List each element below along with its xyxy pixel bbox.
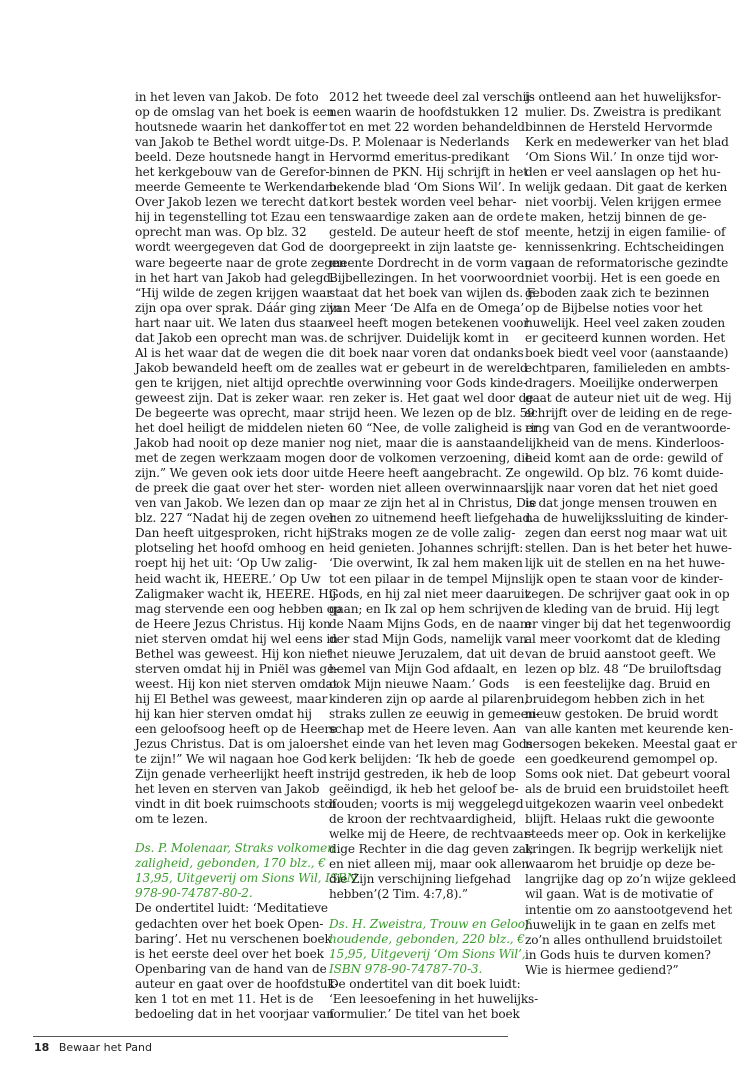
- text-line: lijk uit de stellen en na het huwe-: [525, 556, 725, 571]
- text-line: en niet alleen mij, maar ook allen: [329, 857, 530, 872]
- text-line: blijft. Helaas rukt die gewoonte: [525, 812, 715, 827]
- text-line: zijn.” We geven ook iets door uit: [135, 466, 329, 481]
- text-line: zijn opa over sprak. Dáár ging zijn: [135, 300, 341, 315]
- text-line: nen waarin de hoofdstukken 12: [329, 105, 519, 120]
- text-line: gesteld. De auteur heeft de stof: [329, 225, 519, 240]
- text-line: Zijn genade verheerlijkt heeft in: [135, 767, 329, 782]
- text-line: mulier. Ds. Zweistra is predikant: [525, 105, 722, 120]
- text-line: zegen dan eerst nog maar wat uit: [525, 526, 727, 541]
- text-line: lijk open te staan voor de kinder-: [525, 571, 723, 586]
- text-line: Jezus Christus. Dat is om jaloers: [135, 737, 330, 752]
- text-line: dit boek naar voren dat ondanks: [329, 345, 524, 360]
- text-line: houtsnede waarin het dankoffer: [135, 120, 328, 135]
- text-line: de kroon der rechtvaardigheid,: [329, 812, 517, 827]
- text-line: niet voorbij. Het is een goede en: [525, 270, 720, 285]
- text-line: hart naar uit. We laten dus staan: [135, 315, 332, 330]
- text-line: alles wat er gebeurt in de wereld: [329, 360, 528, 375]
- text-line: Soms ook niet. Dat gebeurt vooral: [525, 767, 731, 782]
- text-line: sterven omdat hij in Pniël was ge-: [135, 661, 338, 676]
- text-line: der stad Mijn Gods, namelijk van: [329, 631, 527, 646]
- review-paragraph: [329, 976, 539, 1022]
- text-line: 2012 het tweede deel zal verschij-: [329, 90, 534, 104]
- text-line: ongewild. Op blz. 76 komt duide-: [525, 466, 724, 481]
- text-line: nog niet, maar die is aanstaande: [329, 436, 525, 451]
- text-line: langrijke dag op zo’n wijze gekleed: [525, 872, 737, 887]
- text-line: de preek die gaat over het ster-: [135, 481, 325, 496]
- text-line: roept hij het uit: ‘Op Uw zalig-: [135, 556, 318, 571]
- text-line: ken 1 tot en met 11. Het is de: [135, 991, 314, 1006]
- text-line: ‘Die overwint, Ik zal hem maken: [329, 556, 523, 571]
- text-line: binnen de Hersteld Hervormde: [525, 120, 713, 135]
- text-line: het doel heiligt de middelen niet.: [135, 421, 334, 436]
- book-reference: [329, 916, 530, 977]
- text-line: in Gods huis te durven komen?: [525, 947, 711, 962]
- text-line: ware begeerte naar de grote zegen: [135, 255, 347, 270]
- text-line: De begeerte was oprecht, maar: [135, 405, 325, 420]
- text-line: houden; voorts is mij weggelegd: [329, 797, 524, 812]
- text-line: ven van Jakob. We lezen dan op: [135, 496, 325, 511]
- text-line: de Naam Mijns Gods, en de naam: [329, 616, 532, 631]
- review-paragraph: [525, 90, 737, 978]
- text-line: ISBN 978-90-74787-70-3.: [329, 961, 483, 976]
- text-line: van Jakob te Bethel wordt uitge-: [135, 135, 329, 150]
- text-line: stellen. Dan is het beter het huwe-: [525, 541, 732, 556]
- text-line: lijk naar voren dat het niet goed: [525, 481, 718, 496]
- text-line: Ds. H. Zweistra, Trouw en Geloof: [329, 916, 530, 931]
- text-line: is het eerste deel over het boek: [135, 946, 324, 961]
- text-line: huwelijk. Heel veel zaken zouden: [525, 315, 726, 330]
- text-line: het einde van het leven mag Gods: [329, 737, 533, 752]
- text-line: is een feestelijke dag. Bruid en: [525, 676, 711, 691]
- text-line: Al is het waar dat de wegen die: [135, 345, 324, 360]
- text-line: dragers. Moeilijke onderwerpen: [525, 375, 719, 390]
- text-line: Over Jakob lezen we terecht dat: [135, 195, 328, 210]
- text-line: ook Mijn nieuwe Naam.’ Gods: [329, 676, 510, 691]
- text-line: plotseling het hoofd omhoog en: [135, 541, 325, 556]
- text-line: gaan; en Ik zal op hem schrijven: [329, 601, 524, 616]
- text-line: is ontleend aan het huwelijksfor-: [525, 90, 721, 104]
- text-line: baring’. Het nu verschenen boek: [135, 931, 332, 946]
- text-line: hemel van Mijn God afdaalt, en: [329, 661, 517, 676]
- text-line: strijd gestreden, ik heb de loop: [329, 767, 517, 782]
- text-line: de schrijver. Duidelijk komt in: [329, 330, 509, 345]
- text-line: Bijbellezingen. In het voorwoord: [329, 270, 525, 285]
- footer-divider: [33, 1036, 508, 1037]
- text-line: Ds. P. Molenaar is Nederlands: [329, 135, 510, 150]
- text-line: de Heere Jezus Christus. Hij kon: [135, 616, 331, 631]
- text-line: intentie om zo aanstootgevend het: [525, 902, 733, 917]
- text-line: er vinger bij dat het tegenwoordig: [525, 616, 731, 631]
- text-line: gaan de reformatorische gezindte: [525, 255, 729, 270]
- text-line: strijd heen. We lezen op de blz. 59: [329, 405, 535, 420]
- text-line: tenswaardige zaken aan de orde: [329, 210, 524, 225]
- text-line: worden niet alleen overwinnaars,: [329, 481, 530, 496]
- text-line: weest. Hij kon niet sterven omdat: [135, 676, 338, 691]
- text-line: formulier.’ De titel van het boek: [329, 1006, 520, 1021]
- text-line: dige Rechter in die dag geven zal;: [329, 842, 534, 857]
- text-line: Bethel was geweest. Hij kon niet: [135, 646, 332, 661]
- text-line: niet sterven omdat hij wel eens in: [135, 631, 338, 646]
- text-line: met de zegen werkzaam mogen: [135, 451, 326, 466]
- text-line: De ondertitel luidt: ‘Meditatieve: [135, 901, 328, 916]
- text-line: meente Dordrecht in de vorm van: [329, 255, 532, 270]
- text-line: kerk belijden: ‘Ik heb de goede: [329, 752, 515, 767]
- review-paragraph: [329, 90, 540, 903]
- text-line: schrijft over de leiding en de rege-: [525, 405, 732, 420]
- text-line: geboden zaak zich te bezinnen: [525, 285, 710, 300]
- text-line: in het hart van Jakob had gelegd.: [135, 270, 335, 285]
- text-line: hij kan hier sterven omdat hij: [135, 706, 312, 721]
- text-line: “Hij wilde de zegen krijgen waar: [135, 285, 332, 300]
- text-line: op de Bijbelse noties voor het: [525, 300, 703, 315]
- text-line: ren zeker is. Het gaat wel door de: [329, 390, 534, 405]
- text-line: kort bestek worden veel behar-: [329, 195, 517, 210]
- text-line: gaat de auteur niet uit de weg. Hij: [525, 390, 732, 405]
- text-line: 15,95, Uitgeverij ‘Om Sions Wil’,: [329, 946, 526, 961]
- text-line: is dat jonge mensen trouwen en: [525, 496, 717, 511]
- text-line: schap met de Heere leven. Aan: [329, 721, 517, 736]
- magazine-title: Bewaar het Pand: [58, 1041, 153, 1054]
- text-line: welke mij de Heere, de rechtvaar-: [329, 827, 534, 842]
- text-line: wil gaan. Wat is de motivatie of: [525, 887, 713, 902]
- text-line: de Heere heeft aangebracht. Ze: [329, 466, 521, 481]
- text-line: hebben’(2 Tim. 4:7,8).”: [329, 887, 468, 902]
- text-line: bekende blad ‘Om Sions Wil’. In: [329, 180, 522, 195]
- text-line: Zaligmaker wacht ik, HEERE. Hij: [135, 586, 336, 601]
- text-line: nersogen bekeken. Meestal gaat er: [525, 737, 737, 752]
- text-line: kringen. Ik begrijp werkelijk niet: [525, 842, 723, 857]
- text-line: het kerkgebouw van de Gerefor-: [135, 165, 330, 180]
- text-line: ‘Om Sions Wil.’ In onze tijd wor-: [525, 150, 719, 165]
- text-line: Jakob had nooit op deze manier: [135, 436, 325, 451]
- text-line: kennissenkring. Echtscheidingen: [525, 240, 724, 255]
- text-line: Jakob bewandeld heeft om de ze-: [135, 360, 334, 375]
- text-line: mag stervende een oog hebben op: [135, 601, 342, 616]
- text-line: Straks mogen ze de volle zalig-: [329, 526, 516, 541]
- text-line: meente, hetzij in eigen familie- of: [525, 225, 726, 240]
- text-line: de overwinning voor Gods kinde-: [329, 375, 527, 390]
- text-line: er geciteerd kunnen worden. Het: [525, 330, 726, 345]
- text-line: ring van God en de verantwoorde-: [525, 421, 731, 436]
- text-line: straks zullen ze eeuwig in gemeen-: [329, 706, 540, 721]
- text-line: Dan heeft uitgesproken, richt hij: [135, 526, 331, 541]
- text-line: 978-90-74787-80-2.: [135, 886, 253, 901]
- text-line: Wie is hiermee gediend?”: [525, 962, 679, 977]
- text-line: heid wacht ik, HEERE.’ Op Uw: [135, 571, 321, 586]
- text-line: nieuw gestoken. De bruid wordt: [525, 706, 718, 721]
- text-line: Kerk en medewerker van het blad: [525, 135, 729, 150]
- text-line: een geloofsoog heeft op de Heere: [135, 721, 337, 736]
- text-line: niet voorbij. Velen krijgen ermee: [525, 195, 722, 210]
- text-line: na de huwelijkssluiting de kinder-: [525, 511, 728, 526]
- text-line: om te lezen.: [135, 812, 208, 827]
- text-line: ‘Een leesoefening in het huwelijks-: [329, 991, 539, 1006]
- text-line: hen zo uitnemend heeft liefgehad.: [329, 511, 534, 526]
- text-line: bruidegom hebben zich in het: [525, 691, 705, 706]
- page-number: 18: [34, 1041, 50, 1054]
- text-line: blz. 227 “Nadat hij de zegen over: [135, 511, 336, 526]
- text-line: heid komt aan de orde: gewild of: [525, 451, 723, 466]
- text-line: gedachten over het boek Open-: [135, 916, 324, 931]
- text-line: steeds meer op. Ook in kerkelijke: [525, 827, 726, 842]
- text-line: De ondertitel van dit boek luidt:: [329, 976, 521, 991]
- text-line: waarom het bruidje op deze be-: [525, 857, 716, 872]
- text-line: oprecht man was. Op blz. 32: [135, 225, 307, 240]
- text-line: geëindigd, ik heb het geloof be-: [329, 782, 519, 797]
- text-line: auteur en gaat over de hoofdstuk-: [135, 976, 339, 991]
- text-line: dat Jakob een oprecht man was.: [135, 330, 328, 345]
- text-line: zaligheid, gebonden, 170 blz., €: [135, 856, 326, 871]
- text-line: houdende, gebonden, 220 blz., €: [329, 931, 525, 946]
- text-line: al meer voorkomt dat de kleding: [525, 631, 721, 646]
- text-line: het nieuwe Jeruzalem, dat uit de: [329, 646, 525, 661]
- text-line: boek biedt veel voor (aanstaande): [525, 345, 729, 360]
- text-line: maar ze zijn het al in Christus, Die: [329, 496, 537, 511]
- text-line: hij El Bethel was geweest, maar: [135, 691, 328, 706]
- text-line: 13,95, Uitgeverij om Sions Wil, ISBN: [135, 871, 358, 886]
- column-1: [135, 90, 358, 1022]
- text-line: tot een pilaar in de tempel Mijns: [329, 571, 525, 586]
- text-line: die Zijn verschijning liefgehad: [329, 872, 511, 887]
- text-line: bedoeling dat in het voorjaar van: [135, 1006, 334, 1021]
- text-line: van Meer ‘De Alfa en de Omega’: [329, 300, 525, 315]
- text-line: in het leven van Jakob. De foto: [135, 90, 319, 104]
- text-line: gen te krijgen, niet altijd oprecht: [135, 375, 334, 390]
- text-line: uitgekozen waarin veel onbedekt: [525, 797, 724, 812]
- text-line: veel heeft mogen betekenen voor: [329, 315, 529, 330]
- review-paragraph: [135, 901, 339, 1021]
- text-line: geweest zijn. Dat is zeker waar.: [135, 390, 325, 405]
- text-line: welijk gedaan. Dit gaat de kerken: [525, 180, 728, 195]
- text-line: door de volkomen verzoening, die: [329, 451, 532, 466]
- text-line: Gods, en hij zal niet meer daaruit: [329, 586, 530, 601]
- text-line: op de omslag van het boek is een: [135, 105, 335, 120]
- text-line: een goedkeurend gemompel op.: [525, 752, 718, 767]
- text-line: doorgepreekt in zijn laatste ge-: [329, 240, 517, 255]
- text-line: van de bruid aanstoot geeft. We: [525, 646, 716, 661]
- text-line: van alle kanten met keurende ken-: [525, 721, 734, 736]
- text-line: tot en met 22 worden behandeld.: [329, 120, 529, 135]
- page-footer: [34, 1041, 152, 1054]
- text-line: zo’n alles onthullend bruidstoilet: [525, 932, 722, 947]
- column-2: [329, 90, 540, 1022]
- book-reference: [135, 841, 358, 901]
- text-line: kinderen zijn op aarde al pilaren,: [329, 691, 528, 706]
- text-line: lijkheid van de mens. Kinderloos-: [525, 436, 725, 451]
- text-line: den er veel aanslagen op het hu-: [525, 165, 721, 180]
- text-line: de kleding van de bruid. Hij legt: [525, 601, 719, 616]
- text-line: te maken, hetzij binnen de ge-: [525, 210, 707, 225]
- text-line: beeld. Deze houtsnede hangt in: [135, 150, 325, 165]
- review-paragraph: [135, 90, 347, 827]
- column-3: [525, 90, 737, 978]
- text-line: staat dat het boek van wijlen ds. E.: [329, 285, 540, 300]
- text-line: wordt weergegeven dat God de: [135, 240, 324, 255]
- text-line: binnen de PKN. Hij schrijft in het: [329, 165, 528, 180]
- text-line: als de bruid een bruidstoilet heeft: [525, 782, 729, 797]
- text-line: het leven en sterven van Jakob: [135, 782, 320, 797]
- text-line: Hervormd emeritus-predikant: [329, 150, 510, 165]
- text-line: vindt in dit boek ruimschoots stof: [135, 797, 336, 812]
- text-line: en 60 “Nee, de volle zaligheid is er: [329, 421, 539, 436]
- text-line: huwelijk in te gaan en zelfs met: [525, 917, 716, 932]
- text-line: hij in tegenstelling tot Ezau een: [135, 210, 326, 225]
- text-line: Ds. P. Molenaar, Straks volkomen: [135, 841, 335, 856]
- text-line: te zijn!” We wil nagaan hoe God: [135, 752, 327, 767]
- text-line: Openbaring van de hand van de: [135, 961, 327, 976]
- text-line: meerde Gemeente te Werkendam.: [135, 180, 340, 195]
- text-line: lezen op blz. 48 “De bruiloftsdag: [525, 661, 722, 676]
- text-line: zegen. De schrijver gaat ook in op: [525, 586, 730, 601]
- text-line: echtparen, familieleden en ambts-: [525, 360, 730, 375]
- text-line: heid genieten. Johannes schrijft:: [329, 541, 524, 556]
